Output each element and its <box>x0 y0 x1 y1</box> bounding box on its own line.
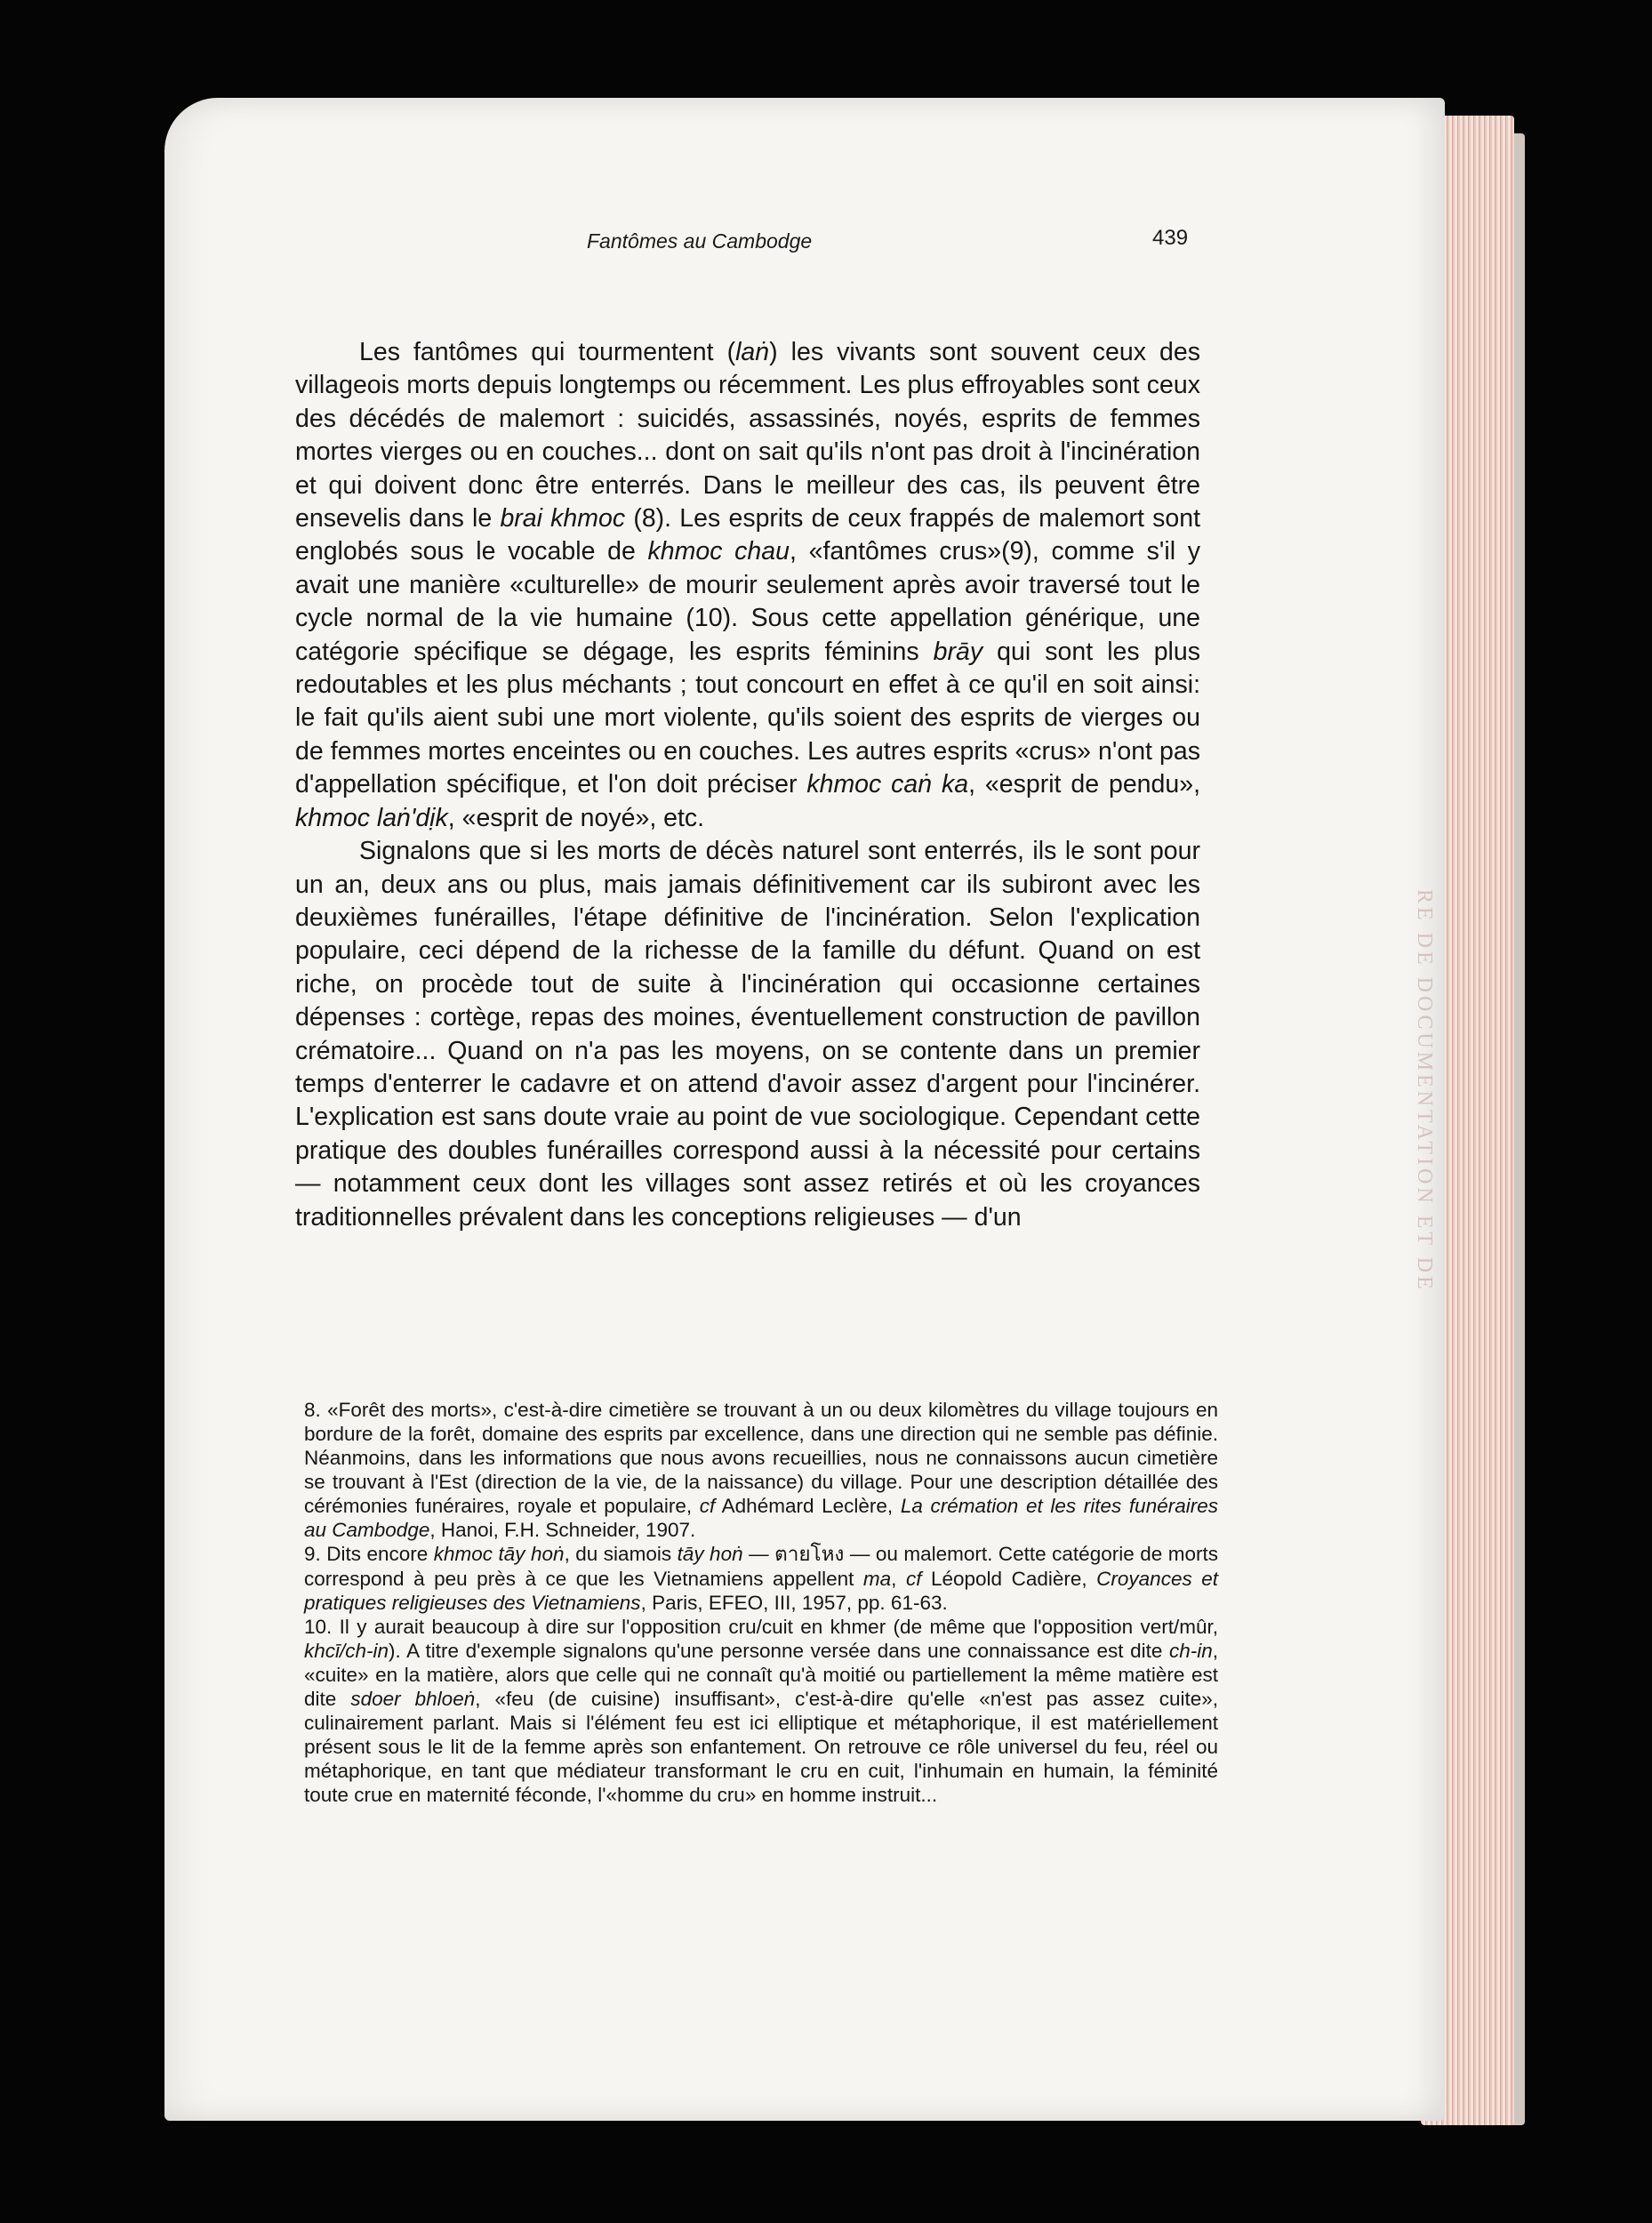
term-italic: khcī/ch-in <box>304 1640 389 1662</box>
term-italic: khmoc laṅ'dịk <box>295 803 448 832</box>
text-run: Léopold Cadière, <box>921 1568 1097 1590</box>
term-italic: brāy <box>933 637 983 666</box>
text-run: , du siamois <box>564 1543 678 1565</box>
thai-word: ตายโหง <box>774 1543 845 1566</box>
text-run: , «esprit de pendu», <box>968 770 1200 799</box>
term-italic: cf <box>699 1495 716 1517</box>
paragraph-2: Signalons que si les morts de décès naturel sont enterrés, ils le sont pour un an, deux ans ou plus, mais jamais définitivement car ils subiront avec les deuxièmes funérailles, l'étape définitive de l'incinération. Selon l'explication populaire, ceci dépend de la richesse de la famille du défunt. Quand on est riche, on procède tout de suite à l'incinération qui occasionne certaines dépenses : cortège, repas des moines, éventuellement construction de pavillon crématoire... Quand on n'a pas les moyens, on se contente dans un premier temps d'enterrer le cadavre et on attend d'avoir assez d'argent pour l'incinérer. L'explication est sans doute vraie au point de vue sociologique. Cependant cette pratique des doubles funérailles correspond aussi à la nécessité pour certains — notamment ceux dont les villages sont assez retirés et où les croyances traditionnelles prévalent dans les conceptions religieuses — d'un <box>295 837 1200 1232</box>
text-run: , Hanoi, F.H. Schneider, 1907. <box>429 1519 696 1541</box>
paragraph-1 <box>295 336 1200 835</box>
text-run: , «feu (de cuisine) insuffisant», c'est-à-dire qu'elle «n'est pas assez cuite», culinairement parlant. Mais si l'élément feu est ici elliptique et métaphorique, il est matériellement présent sous le lit de la femme après son enfantement. On retrouve ce rôle universel du feu, réel ou métaphorique, en tant que médiateur transformant le cru en cuit, l'inhumain en humain, la féminité toute crue en maternité féconde, l'«homme du cru» en homme instruit... <box>304 1688 1218 1806</box>
term-italic: laṅ <box>735 338 770 366</box>
term-italic: tāy hoṅ <box>677 1543 743 1565</box>
term-italic: sdoer bhloeṅ <box>350 1688 476 1710</box>
text-run: Les fantômes qui tourmentent ( <box>359 338 736 366</box>
term-italic: khmoc tāy hoṅ <box>433 1543 565 1565</box>
text-run: ) les vivants sont souvent ceux des villageois morts depuis longtemps ou récemment. Les plus effroyables sont ceux des décédés de malemort : suicidés, assassinés, noyés, esprits de femmes mortes vierges ou en couches... dont on sait qu'ils n'ont pas droit à l'incinération et qui doivent donc être enterrés. Dans le meilleur des cas, ils peuvent être ensevelis dans le <box>295 338 1200 534</box>
text-run: , «fantômes crus»(9), comme s'il y avait une manière «culturelle» de mourir seulement après avoir traversé tout le cycle normal de la vie humaine (10). Sous cette appellation générique, une catégorie spécifique se dégage, les esprits féminins <box>295 537 1200 666</box>
text-run: qui sont les plus redoutables et les plus méchants ; tout concourt en effet à ce qu'il en soit ainsi: le fait qu'ils aient subi une mort violente, qu'ils soient des esprits de vierges ou de femmes mortes enceintes ou en couches. Les autres esprits «crus» n'ont pas d'appellation spécifique, et l'on doit préciser <box>295 637 1200 799</box>
text-run: 9. Dits encore <box>304 1543 434 1565</box>
term-italic: khmoc chau <box>647 537 790 566</box>
footnote-10 <box>304 1615 1218 1807</box>
text-run: (8). Les esprits de ceux frappés de malemort sont englobés sous le vocable de <box>295 504 1200 566</box>
text-run: , <box>891 1568 906 1590</box>
term-italic: cf <box>905 1568 922 1590</box>
page-number: 439 <box>1152 226 1189 250</box>
text-run: Adhémard Leclère, <box>715 1495 901 1517</box>
text-run: ). A titre d'exemple signalons qu'une personne versée dans une connaissance est dite <box>389 1640 1169 1662</box>
text-run: — <box>742 1543 775 1565</box>
text-run: , Paris, EFEO, III, 1957, pp. 61-63. <box>640 1592 948 1614</box>
book-title-italic: La crémation et les rites funéraires au Cambodge <box>304 1495 1218 1541</box>
term-italic: ch-in <box>1168 1640 1213 1662</box>
term-italic: ma <box>862 1568 892 1590</box>
footnotes <box>304 1398 1218 1807</box>
main-text <box>295 336 1200 1234</box>
spine-stamp-text: RE DE DOCUMENTATION ET DE <box>1413 889 1436 1293</box>
term-italic: khmoc caṅ ka <box>806 770 969 799</box>
term-italic: brai khmoc <box>500 504 626 534</box>
text-run: 10. Il y aurait beaucoup à dire sur l'opposition cru/cuit en khmer (de même que l'opposition vert/mûr, <box>304 1616 1218 1638</box>
footnote-8 <box>304 1398 1218 1542</box>
text-run: 8. «Forêt des morts», c'est-à-dire cimetière se trouvant à un ou deux kilomètres du village toujours en bordure de la forêt, domaine des esprits par excellence, dans une direction qui ne semble pas définie. Néanmoins, dans les informations que nous avons recueillies, nous ne connaissons aucun cimetière se trouvant à l'Est (direction de la vie, de la naissance) du village. Pour une description détaillée des cérémonies funéraires, royale et populaire, <box>304 1399 1218 1517</box>
text-run: — ou malemort. Cette catégorie de morts correspond à peu près à ce que les Vietnamiens appellent <box>304 1543 1218 1590</box>
text-run: , «esprit de noyé», etc. <box>447 803 705 832</box>
book-title-italic: Croyances et pratiques religieuses des Vietnamiens <box>304 1568 1218 1614</box>
running-head: Fantômes au Cambodge <box>587 229 813 253</box>
footnote-9 <box>304 1542 1218 1615</box>
text-run: , «cuite» en la matière, alors que celle qui ne connaît qu'à moitié ou partiellement la même matière est dite <box>304 1640 1218 1710</box>
